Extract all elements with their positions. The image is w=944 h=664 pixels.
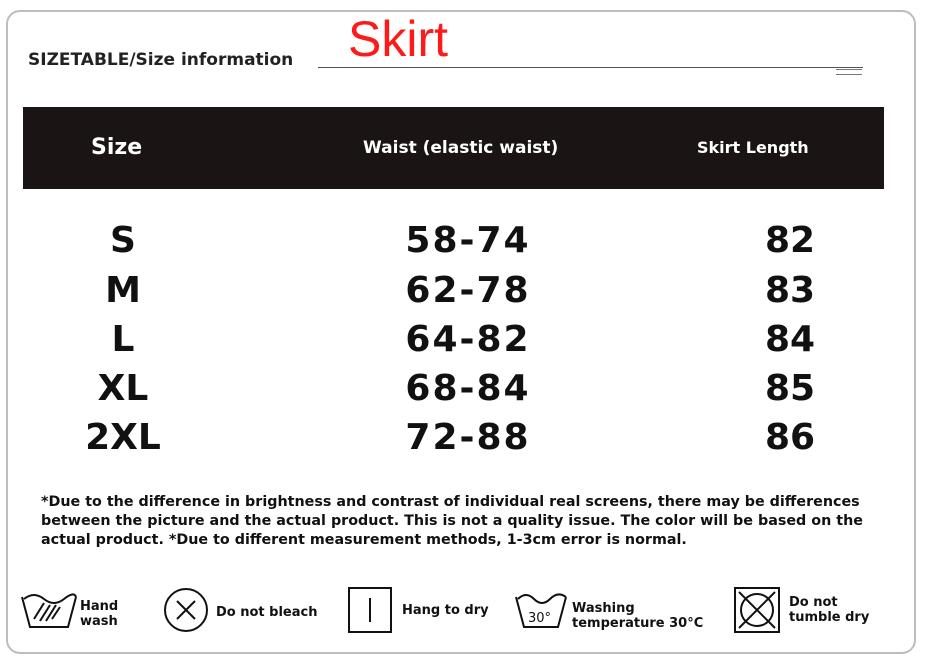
- waist-cell: 64-82: [405, 319, 531, 360]
- waist-cell: 58-74: [405, 220, 531, 261]
- hand-wash-icon: [18, 585, 80, 631]
- care-label: Hand wash: [80, 599, 119, 629]
- table-row: [0, 417, 944, 467]
- wash-30-icon: [512, 585, 570, 631]
- temperature-label: 30°: [528, 611, 552, 626]
- size-cell: S: [110, 220, 136, 261]
- size-cell: M: [105, 270, 141, 311]
- waist-cell: 68-84: [405, 368, 531, 409]
- care-label: Washing temperature 30°C: [572, 601, 704, 631]
- header-divider: [318, 67, 863, 68]
- waist-cell: 72-88: [405, 417, 531, 458]
- waist-cell: 62-78: [405, 270, 531, 311]
- column-header-size: Size: [91, 135, 143, 160]
- length-cell: 86: [764, 417, 816, 458]
- length-cell: 83: [764, 270, 816, 311]
- column-header-length: Skirt Length: [697, 138, 809, 157]
- table-row: [0, 368, 944, 418]
- product-name: Skirt: [348, 11, 448, 67]
- table-row: [0, 319, 944, 369]
- size-cell: XL: [97, 368, 149, 409]
- length-cell: 84: [764, 319, 816, 360]
- table-row: [0, 220, 944, 270]
- no-bleach-icon: [162, 585, 212, 635]
- size-cell: 2XL: [85, 417, 161, 458]
- table-row: [0, 270, 944, 320]
- care-label: Do not tumble dry: [789, 595, 870, 625]
- size-cell: L: [111, 319, 135, 360]
- column-header-waist: Waist (elastic waist): [363, 138, 559, 158]
- table-header: [23, 107, 884, 189]
- length-cell: 85: [764, 368, 816, 409]
- menu-lines-icon: [836, 69, 862, 79]
- hang-dry-icon: [346, 585, 396, 635]
- care-label: Hang to dry: [402, 603, 489, 618]
- length-cell: 82: [764, 220, 816, 261]
- header-title: SIZETABLE/Size information: [28, 50, 294, 70]
- care-label: Do not bleach: [216, 605, 318, 620]
- no-tumble-dry-icon: [732, 585, 784, 635]
- disclaimer-note: *Due to the difference in brightness and contrast of individual real screens, there may be differences between the picture and the actual product. This is not a quality issue. The color will be based on the actual product. *Due to different measurement methods, 1-3cm error is normal.: [41, 494, 863, 548]
